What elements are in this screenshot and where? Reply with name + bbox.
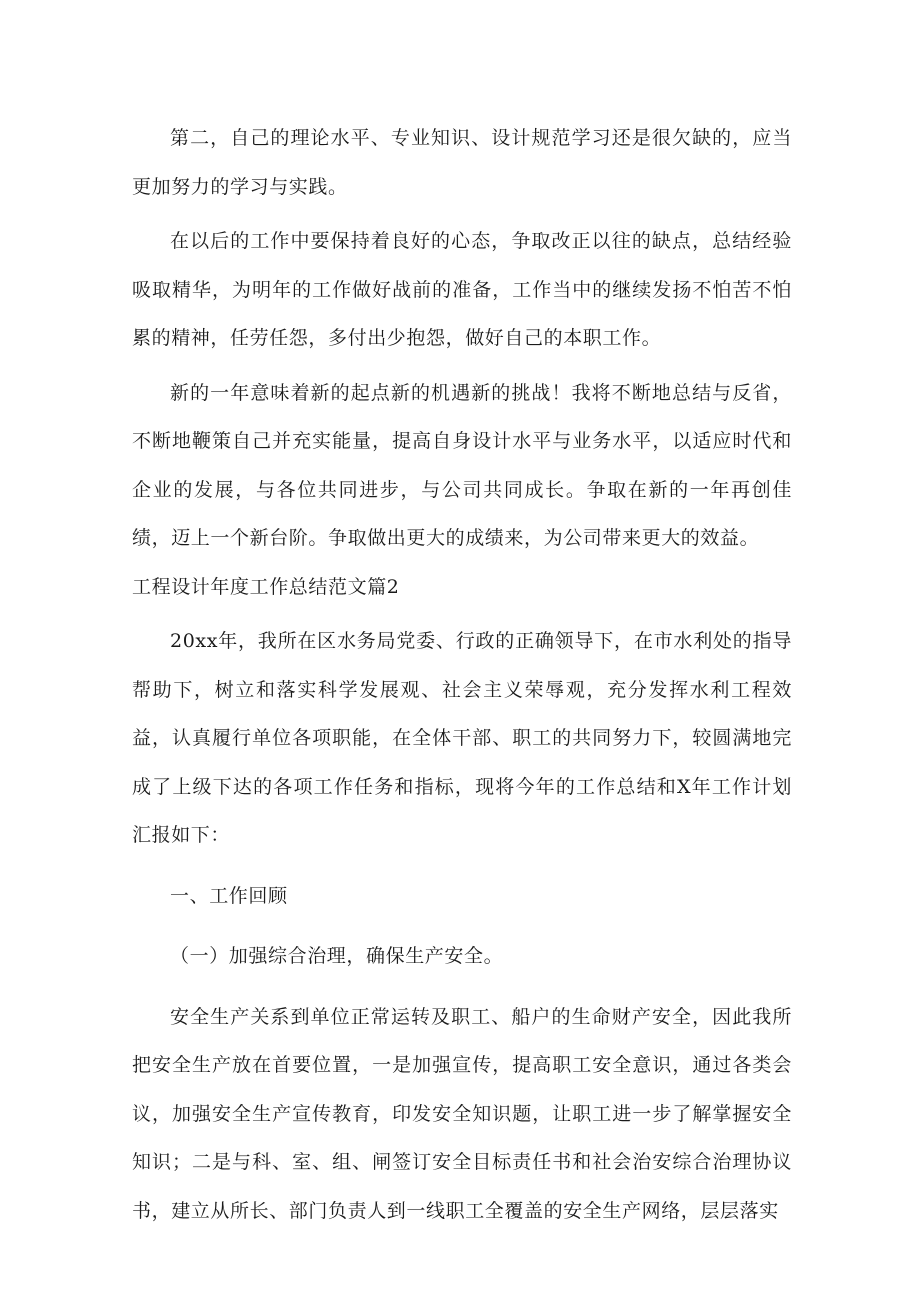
section-title: 工程设计年度工作总结范文篇2 [132,575,400,598]
heading-safety: （一）加强综合治理，确保生产安全。 [170,945,504,967]
paragraph-new-year: 新的一年意味着新的起点新的机遇新的挑战！我将不断地总结与反省，不断地鞭策自己并充实能量，提高自身设计水平与业务水平，以适应时代和企业的发展，与各位共同进步，与公司共同成长。争取在新的一年再创佳绩，迈上一个新台阶。争取做出更大的成绩来，为公司带来更大的效益。 [132,381,792,549]
paragraph-future-attitude: 在以后的工作中要保持着良好的心态，争取改正以往的缺点，总结经验吸取精华，为明年的工作做好战前的准备，工作当中的继续发扬不怕苦不怕累的精神，任劳任怨，多付出少抱怨，做好自己的本职工作。 [132,230,792,349]
paragraph-intro: 20xx年，我所在区水务局党委、行政的正确领导下，在市水利处的指导帮助下，树立和落实科学发展观、社会主义荣辱观，充分发挥水利工程效益，认真履行单位各项职能，在全体干部、职工的共同努力下，较圆满地完成了上级下达的各项工作任务和指标，现将今年的工作总结和X年工作计划汇报如下： [132,630,792,846]
paragraph-theory-study: 第二，自己的理论水平、专业知识、设计规范学习还是很欠缺的，应当更加努力的学习与实践。 [132,127,792,198]
paragraph-safety-body: 安全生产关系到单位正常运转及职工、船户的生命财产安全，因此我所把安全生产放在首要位置，一是加强宣传，提高职工安全意识，通过各类会议，加强安全生产宣传教育，印发安全知识题，让职工进一步了解掌握安全知识；二是与科、室、组、闸签订安全目标责任书和社会治安综合治理协议书，建立从所长、部门负责人到一线职工全覆盖的安全生产网络，层层落实 [132,1005,792,1222]
document-body [132,114,792,1235]
heading-work-review: 一、工作回顾 [170,884,288,907]
